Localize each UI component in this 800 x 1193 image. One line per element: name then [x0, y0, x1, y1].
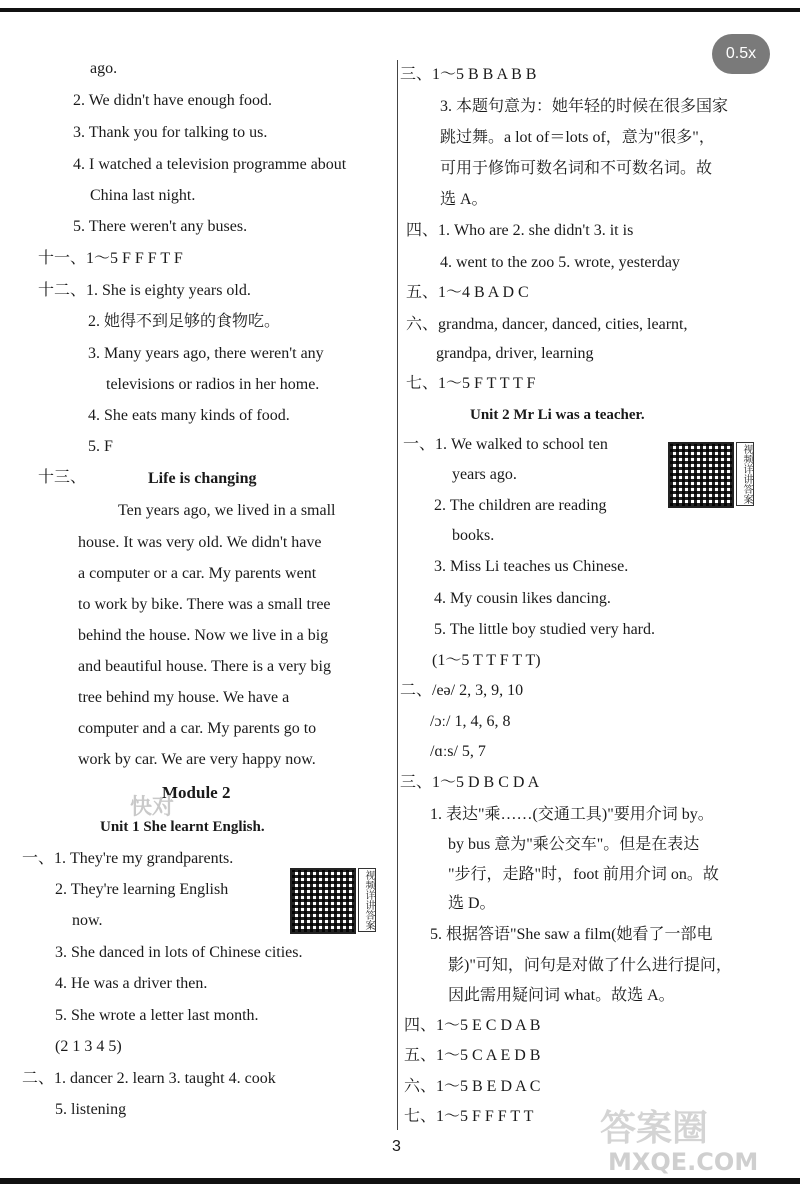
- answer-line: televisions or radios in her home.: [106, 376, 320, 393]
- explanation-line: 3. 本题句意为：她年轻的时候在很多国家: [440, 98, 729, 115]
- answer-line: years ago.: [452, 466, 517, 483]
- qr-caption: 视频详讲答案: [736, 442, 754, 506]
- answer-line: books.: [452, 527, 495, 544]
- explanation-line: 因此需用疑问词 what。故选 A。: [448, 987, 675, 1004]
- answer-line: 五、1～5 C A E D B: [404, 1047, 541, 1064]
- answer-line: /ɑːs/ 5, 7: [430, 743, 486, 760]
- essay-line: house. It was very old. We didn't have: [78, 534, 322, 551]
- explanation-line: 选 A。: [440, 191, 488, 208]
- section-label: 十三、: [38, 469, 87, 486]
- essay-line: and beautiful house. There is a very big: [78, 658, 331, 675]
- answer-line: 4. My cousin likes dancing.: [434, 590, 611, 607]
- top-border: [0, 8, 800, 12]
- answer-line: 3. She danced in lots of Chinese cities.: [55, 944, 303, 961]
- column-divider: [397, 60, 398, 1130]
- answer-line: 六、1～5 B E D A C: [404, 1078, 541, 1095]
- answer-line: 4. He was a driver then.: [55, 975, 208, 992]
- answer-line: 5. listening: [55, 1101, 127, 1118]
- essay-line: a computer or a car. My parents went: [78, 565, 317, 582]
- answer-line: 3. Thank you for talking to us.: [73, 124, 268, 141]
- answer-line: 三、1～5 B B A B B: [400, 66, 537, 83]
- answer-line: (2 1 3 4 5): [55, 1038, 122, 1055]
- explanation-line: 跳过舞。a lot of＝lots of，意为"很多"，: [440, 129, 715, 146]
- answer-line: 十一、1～5 F F F T F: [38, 250, 183, 267]
- answer-line: 2. They're learning English: [55, 881, 229, 898]
- watermark-logo: 快对: [130, 795, 175, 820]
- explanation-line: 可用于修饰可数名词和不可数名词。故: [440, 160, 713, 177]
- page-number: 3: [392, 1138, 401, 1155]
- qr-caption: 视频详讲答案: [358, 868, 376, 932]
- answer-line: /ɔː/ 1, 4, 6, 8: [430, 713, 511, 730]
- answer-line: 十二、1. She is eighty years old.: [38, 282, 251, 299]
- answer-line: 二、/eə/ 2, 3, 9, 10: [400, 682, 524, 699]
- essay-line: to work by bike. There was a small tree: [78, 596, 331, 613]
- answer-line: 4. I watched a television programme about: [73, 156, 347, 173]
- essay-title: Life is changing: [148, 470, 257, 487]
- explanation-line: 5. 根据答语"She saw a film(她看了一部电: [430, 926, 713, 943]
- answer-line: 3. Miss Li teaches us Chinese.: [434, 558, 629, 575]
- answer-line: China last night.: [90, 187, 196, 204]
- bottom-border: [0, 1178, 800, 1184]
- answer-line: 2. 她得不到足够的食物吃。: [88, 313, 281, 330]
- answer-line: 5. F: [88, 438, 113, 455]
- explanation-line: "步行，走路"时，foot 前用介词 on。故: [448, 866, 719, 883]
- answer-line: 二、1. dancer 2. learn 3. taught 4. cook: [22, 1070, 276, 1087]
- answer-line: 2. We didn't have enough food.: [73, 92, 273, 109]
- answer-line: 3. Many years ago, there weren't any: [88, 345, 324, 362]
- answer-line: 六、grandma, dancer, danced, cities, learnt,: [406, 316, 688, 333]
- answer-line: (1～5 T T F T T): [432, 652, 541, 669]
- answer-line: 2. The children are reading: [434, 497, 607, 514]
- answer-line: 4. went to the zoo 5. wrote, yesterday: [440, 254, 680, 271]
- watermark-site: MXQE.COM: [608, 1148, 759, 1176]
- explanation-line: 影)"可知，问句是对做了什么进行提问，: [448, 957, 732, 974]
- answer-line: 5. There weren't any buses.: [73, 218, 248, 235]
- explanation-line: by bus 意为"乘公交车"。但是在表达: [448, 836, 700, 853]
- watermark-logo: 答案圈: [600, 1108, 709, 1149]
- essay-line: Ten years ago, we lived in a small: [118, 502, 336, 519]
- unit-heading: Unit 2 Mr Li was a teacher.: [470, 407, 645, 423]
- qr-code-icon[interactable]: [290, 868, 356, 934]
- essay-line: tree behind my house. We have a: [78, 689, 290, 706]
- unit-heading: Unit 1 She learnt English.: [100, 819, 265, 835]
- answer-line: 五、1～4 B A D C: [406, 284, 529, 301]
- essay-line: computer and a car. My parents go to: [78, 720, 317, 737]
- answer-line: 一、1. They're my grandparents.: [22, 850, 234, 867]
- explanation-line: 1. 表达"乘……(交通工具)"要用介词 by。: [430, 806, 714, 823]
- answer-line: 四、1. Who are 2. she didn't 3. it is: [406, 222, 634, 239]
- essay-line: behind the house. Now we live in a big: [78, 627, 329, 644]
- answer-line: 七、1～5 F F F T T: [404, 1108, 534, 1125]
- answer-line: 4. She eats many kinds of food.: [88, 407, 290, 424]
- essay-line: work by car. We are very happy now.: [78, 751, 316, 768]
- answer-line: now.: [72, 912, 103, 929]
- answer-line: ago.: [90, 60, 118, 77]
- answer-line: 5. She wrote a letter last month.: [55, 1007, 259, 1024]
- answer-line: 三、1～5 D B C D A: [400, 774, 540, 791]
- answer-line: 四、1～5 E C D A B: [404, 1017, 541, 1034]
- answer-line: grandpa, driver, learning: [436, 345, 594, 362]
- zoom-level-badge[interactable]: 0.5x: [712, 34, 770, 74]
- answer-line: 5. The little boy studied very hard.: [434, 621, 655, 638]
- answer-line: 一、1. We walked to school ten: [403, 436, 608, 453]
- answer-line: 七、1～5 F T T T F: [406, 375, 536, 392]
- explanation-line: 选 D。: [448, 895, 496, 912]
- module-heading: Module 2: [162, 783, 231, 802]
- qr-code-icon[interactable]: [668, 442, 734, 508]
